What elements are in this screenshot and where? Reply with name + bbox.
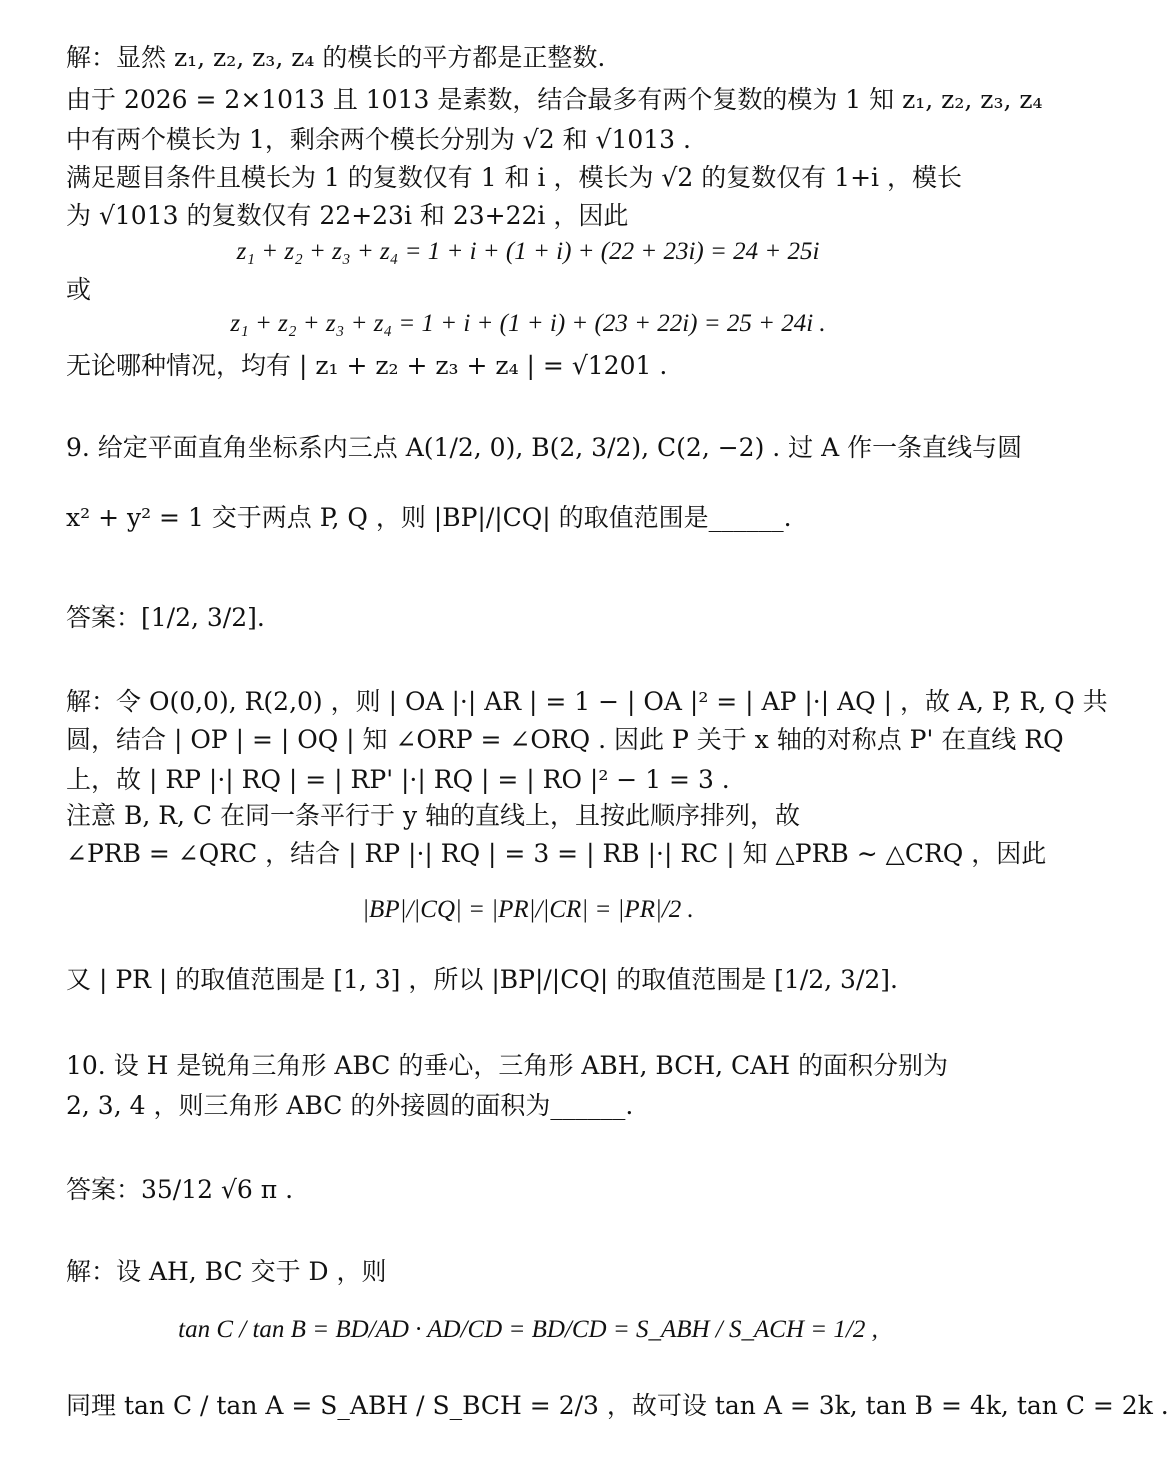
- problem-9-statement: 9. 给定平面直角坐标系内三点 A(1/2, 0), B(2, 3/2), C(2, −2) . 过 A 作一条直线与圆: [66, 433, 1023, 462]
- problem-10-statement: 10. 设 H 是锐角三角形 ABC 的垂心，三角形 ABH, BCH, CAH 的面积分别为: [66, 1051, 948, 1080]
- text-line: 无论哪种情况，均有 | z₁ + z₂ + z₃ + z₄ | = √1201 .: [66, 351, 668, 380]
- text-line: 由于 2026 = 2×1013 且 1013 是素数，结合最多有两个复数的模为 1 知 z₁, z₂, z₃, z₄: [66, 85, 1043, 114]
- problem-10-statement: 2, 3, 4 ，则三角形 ABC 的外接圆的面积为______.: [66, 1091, 634, 1120]
- text-line: 圆，结合 | OP | = | OQ | 知 ∠ORP = ∠ORQ . 因此 P 关于 x 轴的对称点 P' 在直线 RQ: [66, 725, 1064, 754]
- text-line: 满足题目条件且模长为 1 的复数仅有 1 和 i ，模长为 √2 的复数仅有 1+i ，模长: [66, 163, 962, 192]
- text-line: ∠PRB = ∠QRC ，结合 | RP |·| RQ | = 3 = | RB |·| RC | 知 △PRB ∼ △CRQ ，因此: [66, 839, 1047, 868]
- text-line: 为 √1013 的复数仅有 22+23i 和 23+22i ，因此: [66, 201, 629, 230]
- text-line: 同理 tan C / tan A = S_ABH / S_BCH = 2/3 ，故可设 tan A = 3k, tan B = 4k, tan C = 2k .: [66, 1391, 1169, 1420]
- problem-9-statement: x² + y² = 1 交于两点 P, Q ，则 |BP|/|CQ| 的取值范围是______.: [66, 503, 792, 532]
- text-line: 解：显然 z₁, z₂, z₃, z₄ 的模长的平方都是正整数.: [66, 43, 606, 72]
- problem-10-answer: 答案：35/12 √6 π .: [66, 1175, 294, 1204]
- equation-line: |BP|/|CQ| = |PR|/|CR| = |PR|/2 .: [362, 896, 694, 923]
- equation-line: tan C / tan B = BD/AD · AD/CD = BD/CD = S_ABH / S_ACH = 1/2 ,: [178, 1316, 878, 1343]
- problem-9-answer: 答案：[1/2, 3/2].: [66, 603, 265, 632]
- text-line: 解：设 AH, BC 交于 D ，则: [66, 1257, 387, 1286]
- text-line: 或: [66, 275, 92, 304]
- text-line: 中有两个模长为 1，剩余两个模长分别为 √2 和 √1013 .: [66, 125, 691, 154]
- equation-line: z₁ + z₂ + z₃ + z₄ = 1 + i + (1 + i) + (22 + 23i) = 24 + 25i: [236, 238, 820, 265]
- equation-line: z₁ + z₂ + z₃ + z₄ = 1 + i + (1 + i) + (23 + 22i) = 25 + 24i .: [230, 310, 826, 337]
- text-line: 又 | PR | 的取值范围是 [1, 3] ，所以 |BP|/|CQ| 的取值范围是 [1/2, 3/2].: [66, 965, 898, 994]
- text-line: 解：令 O(0,0), R(2,0) ，则 | OA |·| AR | = 1 − | OA |² = | AP |·| AQ | ，故 A, P, R, Q 共: [66, 687, 1108, 716]
- text-line: 上，故 | RP |·| RQ | = | RP' |·| RQ | = | RO |² − 1 = 3 .: [66, 765, 730, 794]
- text-line: 注意 B, R, C 在同一条平行于 y 轴的直线上，且按此顺序排列，故: [66, 801, 801, 830]
